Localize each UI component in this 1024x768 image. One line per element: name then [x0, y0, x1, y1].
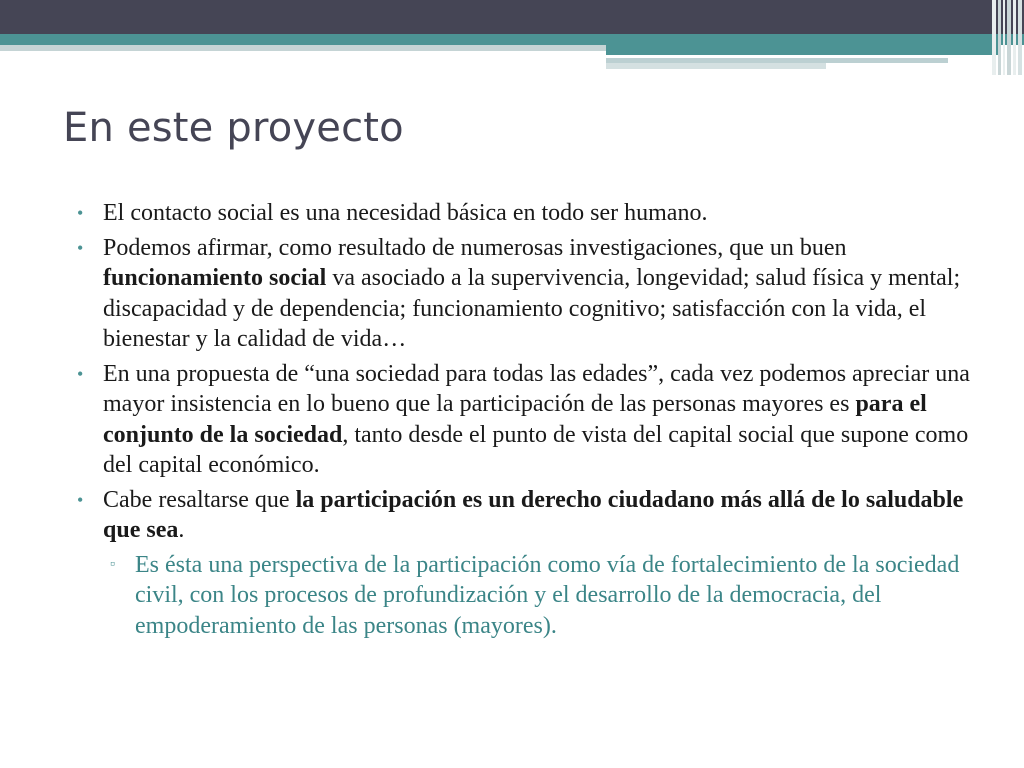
bullet-item [0, 485, 983, 546]
bullet-text: En una propuesta de “una sociedad para todas las edades”, cada vez podemos apreciar una mayor insistencia en lo bueno que la participación de las personas mayores es [103, 360, 970, 417]
bullet-bold-text: la participación es un derecho ciudadano más allá de lo saludable que sea [103, 486, 964, 543]
sub-bullet-square-icon: ▫ [110, 556, 115, 572]
bullet-text: . [178, 517, 185, 543]
teal-step-band [606, 45, 1001, 55]
slide-body [0, 198, 1024, 641]
bullet-item [0, 198, 983, 229]
light-gray-band [0, 45, 606, 51]
bullet-dot-icon: • [77, 489, 84, 510]
top-dark-band [0, 0, 1024, 34]
bullet-bold-text: para el conjunto de la sociedad [103, 391, 927, 448]
bullet-text: , tanto desde el punto de vista del capital social que supone como del capital económico. [103, 421, 969, 478]
bullet-text: va asociado a la supervivencia, longevidad; salud física y mental; discapacidad y de dependencia; funcionamiento cognitivo; satisfacción con la vida, el bienestar y la calidad de vida… [103, 265, 961, 352]
bullet-dot-icon: • [77, 237, 84, 258]
bullet-text: Cabe resaltarse que [103, 486, 296, 513]
bullet-bold-text: funcionamiento social [103, 265, 327, 291]
sub-bullet-item [0, 550, 975, 642]
sub-bullet-text: Es ésta una perspectiva de la participación como vía de fortalecimiento de la sociedad civil, con los procesos de profundización y el desarrollo de la democracia, del empoderamiento de las personas (mayores). [135, 551, 960, 639]
bullet-item [0, 359, 983, 481]
slide-title: En este proyecto [63, 105, 404, 151]
bullet-text: Podemos afirmar, como resultado de numerosas investigaciones, que un buen [103, 234, 847, 261]
bullet-item [0, 233, 983, 355]
bullet-dot-icon: • [77, 363, 84, 384]
bullet-dot-icon: • [77, 203, 84, 223]
teal-band [0, 34, 1024, 45]
bullet-text: El contacto social es una necesidad básica en todo ser humano. [103, 200, 708, 226]
light-teal-bar-short [606, 63, 826, 69]
vertical-stripes-decoration [992, 0, 1024, 75]
